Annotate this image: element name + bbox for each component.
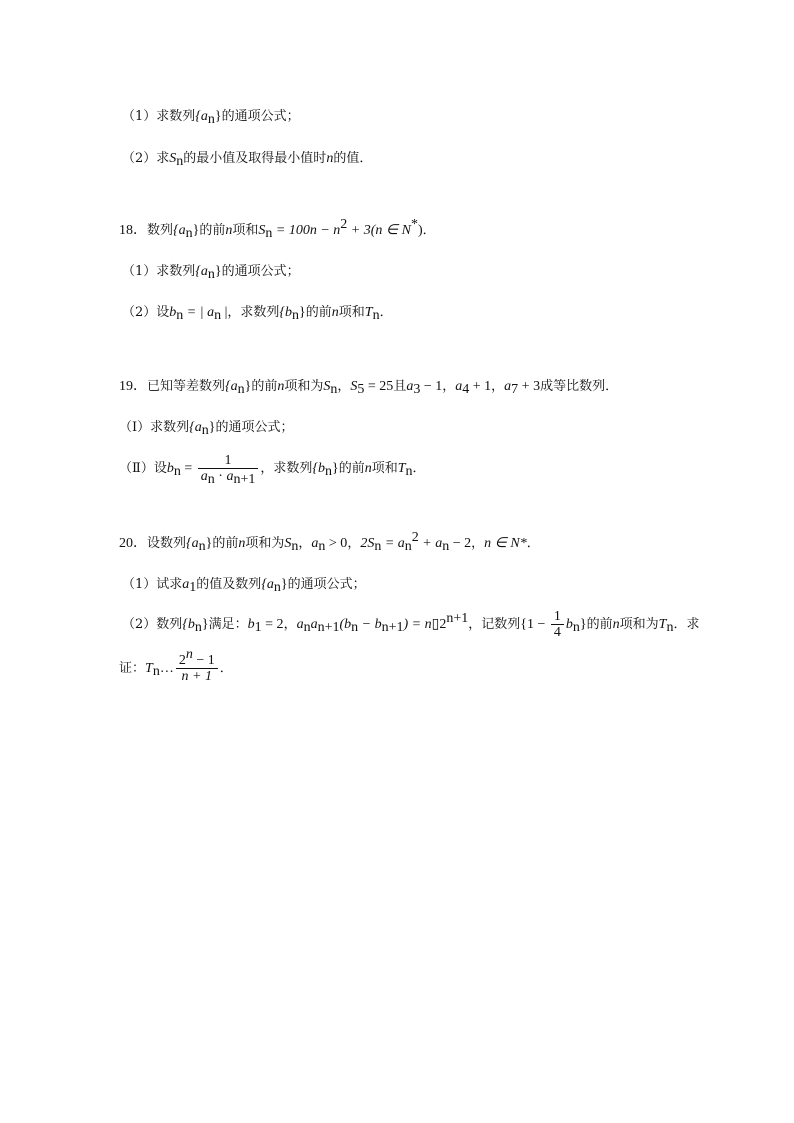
p19-number: 19．	[119, 379, 147, 394]
p20-part3: 证：$T_n\dots$ $\frac{2^n - 1}{n + 1}$ ．	[119, 647, 233, 684]
p20-part1: （1）试求$a_1$的值及数列$\{a_n\}$的通项公式；	[122, 577, 366, 595]
p18-part2: （2）设$b_n$ = | $a_n$ |，求数列$\{b_n\}$的前n项和$T_n$．	[122, 305, 393, 323]
p20-quarter-fraction: $\frac{1}{4}$	[551, 609, 564, 640]
p20-stem: 20．设数列$\{a_n\}$的前n项和为$S_n$，$a_n > 0$，$2S_n = a_n^2 + a_n - 2$，n ∈ N*．	[119, 530, 540, 554]
p17-part2-label: （2）	[122, 151, 157, 166]
p20-proof-fraction: $\frac{2^n - 1}{n + 1}$	[176, 653, 218, 684]
p19-part1-label: （Ⅰ）	[119, 420, 151, 435]
p19-part2: （Ⅱ）设$b_n$ = $\frac{1}{a_n \cdot a_{n+1}}$ ，求数列$\{b_n\}$的前n项和$T_n$．	[119, 453, 426, 487]
p18-part1-label: （1）	[122, 264, 157, 279]
p19-part2-label: （Ⅱ）	[119, 461, 154, 476]
p20-number: 20．	[119, 536, 147, 551]
p18-part1: （1）求数列$\{a_n\}$的通项公式；	[122, 264, 300, 282]
p18-stem: 18．数列$\{a_n\}$的前n项和$S_n = 100n - n^2 + 3(n$ ∈ N*)．	[119, 217, 436, 241]
p19-stem: 19．已知等差数列$\{a_n\}$的前n项和为$S_n$，$S_5 = 25$且$a_3 - 1$，$a_4 + 1$，$a_7 + 3$成等比数列．	[119, 379, 619, 397]
p18-formula: S	[258, 223, 266, 238]
p18-part2-label: （2）	[122, 305, 157, 320]
p20-part2: （2）数列$\{b_n\}$满足：$b_1 = 2$，$a_na_{n+1}(b_n - b_{n+1})$ = $n▯2^{n+1}$，记数列{1 − $\frac{1}{4}$ $b_n$}的前n项和为$T_n$．求	[122, 609, 700, 640]
p19-part1: （Ⅰ）求数列$\{a_n\}$的通项公式；	[119, 420, 294, 438]
p18-number: 18．	[119, 223, 147, 238]
p20-part2-label: （2）	[122, 617, 157, 632]
p19-fraction: $\frac{1}{a_n \cdot a_{n+1}}$	[198, 453, 259, 484]
p20-part1-label: （1）	[122, 577, 157, 592]
p17-part2: （2）求$S_n$的最小值及取得最小值时n的值．	[122, 151, 373, 169]
p17-part1-label: （1）	[122, 109, 157, 124]
p17-part1: （1）求数列$\{a_n\}$的通项公式；	[122, 109, 300, 127]
